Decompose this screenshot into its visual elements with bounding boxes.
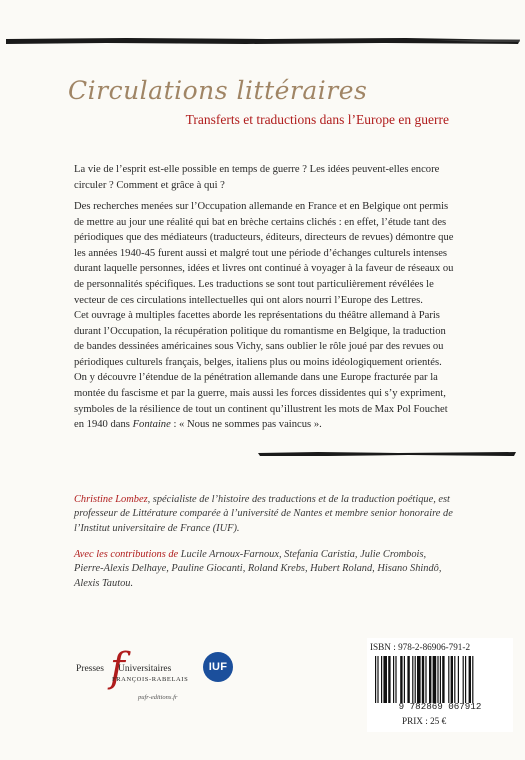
contributors — [74, 548, 456, 591]
barcode-bar — [404, 656, 405, 703]
book-title: Circulations littéraires — [68, 76, 368, 105]
barcode-bar — [442, 656, 444, 703]
barcode-bar — [393, 656, 394, 703]
barcode-bar — [465, 656, 466, 703]
barcode-bar — [433, 656, 437, 703]
book-subtitle: Transferts et traductions dans l’Europe en guerre — [185, 112, 449, 127]
barcode-digits: 9 782869 067912 — [398, 701, 482, 712]
barcode-bar — [407, 656, 409, 703]
barcode-bar — [451, 656, 453, 703]
barcode-bar — [395, 656, 396, 703]
iuf-label: IUF — [208, 661, 228, 673]
publisher-f-icon: f — [110, 645, 125, 691]
content-text-end: : « Nous ne sommes pas vaincus ». — [170, 419, 322, 431]
brush-stroke-middle — [258, 449, 516, 458]
barcode-bar — [463, 656, 464, 703]
iuf-logo-icon — [203, 652, 233, 682]
barcode-bar — [472, 656, 473, 703]
content-text-main: Cet ouvrage à multiples facettes aborde les représentations du théâtre allemand à Paris durant l’Occupation, la récupération politique du romantisme en Belgique, la traduction de bandes dessinées américaines sous Vichy, sans oublier le rôle joué par des revues ou périodiques culturels français, belges, italiens plus ou moins idéologiquement orientés. On y découvre l’étendue de la pénétration allemande dans une Europe fracturée par la montée du fascisme et par la guerre, mais aussi les forces dissidentes qui s’y expriment, symboles de la résilience de tout un continent qu’illustrent les mots de Max Pol Fouchet en 1940 dans — [74, 310, 448, 431]
author-bio — [74, 493, 456, 536]
content-paragraph — [74, 308, 456, 433]
contributors-lead: Avec les contributions de — [74, 549, 179, 560]
content-text — [74, 308, 456, 433]
contributors-names: Lucile Arnoux-Farnoux, Stefania Caristia, Julie Crombois, Pierre-Alexis Delhaye, Pauline Giocanti, Roland Krebs, Hubert Roland, Hisano Shindô, Alexis Tautou. — [74, 549, 442, 589]
intro-paragraph — [74, 162, 456, 193]
barcode-bar — [415, 656, 416, 703]
barcode-bar — [429, 656, 431, 703]
barcode-bar — [437, 656, 438, 703]
author-bio-text: , spécialiste de l’histoire des traductions et de la traduction poétique, est professeur de Littérature comparée à l’université de Nantes et membre senior honoraire de l’Institut universitaire de France (IUF). — [74, 494, 453, 534]
publisher-name-rabelais: FRANÇOIS-RABELAIS — [112, 676, 189, 683]
barcode-bar — [469, 656, 471, 703]
barcode-bar — [375, 656, 376, 703]
barcode-bar — [425, 656, 426, 703]
barcode-icon — [375, 656, 507, 703]
barcode-bar — [440, 656, 441, 703]
author-name: Christine Lombez — [74, 494, 148, 505]
barcode-bar — [377, 656, 378, 703]
publisher-url: pufr-editions.fr — [138, 694, 178, 701]
publisher-logo — [76, 645, 196, 710]
brush-stroke-top — [6, 36, 520, 46]
barcode-bar — [400, 656, 402, 703]
isbn-number: ISBN : 978-2-86906-791-2 — [370, 642, 471, 652]
barcode-bar — [412, 656, 413, 703]
price: PRIX : 25 € — [402, 716, 447, 726]
intro-text: La vie de l’esprit est-elle possible en temps de guerre ? Les idées peuvent-elles encore circuler ? Comment et grâce à qui ? — [74, 164, 440, 191]
barcode-bar — [381, 656, 382, 703]
research-paragraph — [74, 199, 456, 308]
barcode-bar — [417, 656, 421, 703]
publisher-name-presses: Presses — [76, 664, 104, 674]
barcode-bar — [388, 656, 390, 703]
barcode-bar — [383, 656, 387, 703]
research-text: Des recherches menées sur l’Occupation allemande en France et en Belgique ont permis de mettre au jour une réalité qui bat en brèche certains clichés : en effet, l’étude tant des périodiques que des médiateurs (traducteurs, éditeurs, directeurs de revues) démontre que les années 1940-45 furent aussi et malgré tout une période d’échanges culturels intenses durant laquelle personnes, idées et livres ont continué à voyager à la faveur de réseaux ou de personnalités spécifiques. Les traductions se sont tout particulièrement révélées le vecteur de ces circulations intellectuelles qui ont alors nourri l’Europe des Lettres. — [74, 201, 454, 306]
barcode-bar — [454, 656, 455, 703]
barcode-bar — [458, 656, 459, 703]
barcode-bar — [448, 656, 449, 703]
fontaine-title: Fontaine — [132, 419, 171, 431]
publisher-name-universitaires: Universitaires — [117, 664, 172, 674]
barcode-bar — [422, 656, 424, 703]
